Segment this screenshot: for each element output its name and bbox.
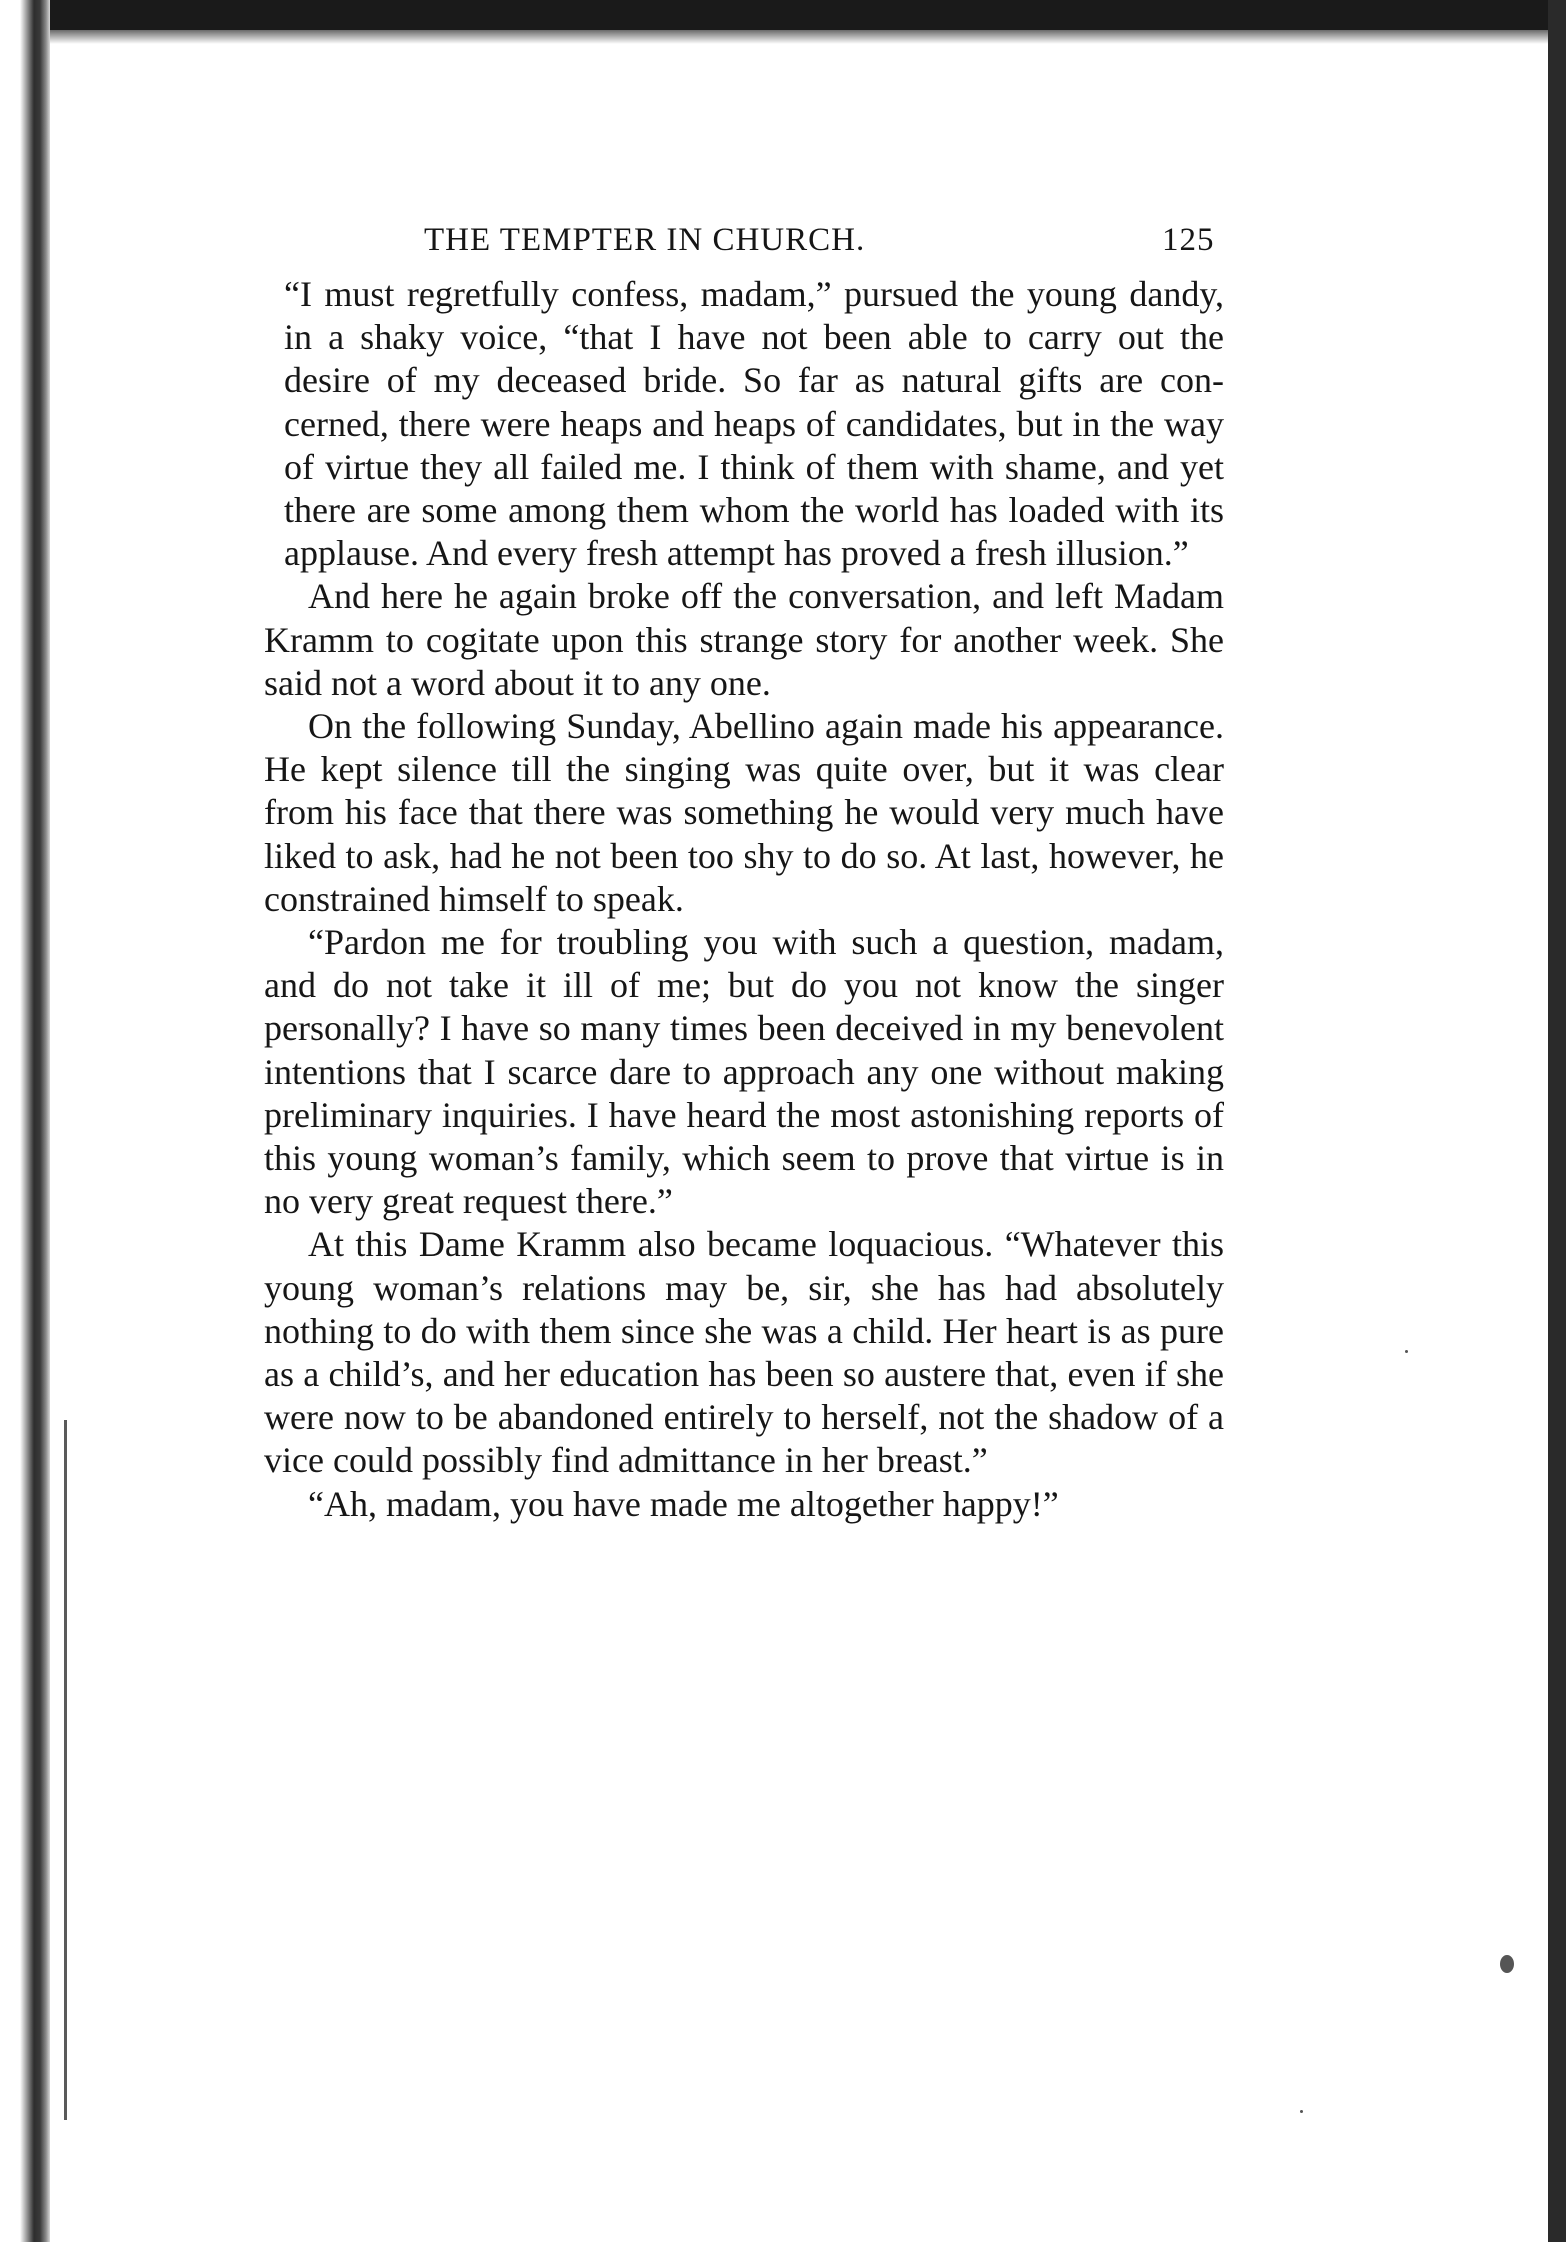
scan-speck: [1300, 2110, 1303, 2113]
scan-top-shadow: [48, 30, 1548, 44]
paragraph: And here he again broke off the conversation, and left Madam Kramm to cogitate upon this strange story for another week. She said not a word about it to any one.: [264, 576, 1224, 703]
paragraph: On the following Sunday, Abellino again made his appearance. He kept silence till the singing was quite over, but it was clear from his face that there was something he would very much have liked to ask, had he not been too shy to do so. At last, however, he constrained himself to speak.: [264, 706, 1224, 919]
scan-binding-edge: [0, 0, 50, 2242]
paragraph: “Pardon me for troubling you with such a question, madam, and do not take it ill of me; but do you not know the singer personally? I have so many times been deceived in my benevolent intentions that I scarce dare to approach any one without making preliminary inquiries. I have heard the most astonishing reports of this young woman’s family, which seem to prove that virtue is in no very great request there.”: [264, 922, 1224, 1222]
scan-right-border: [1548, 0, 1566, 2242]
scan-speck: [1500, 1955, 1514, 1973]
running-title: THE TEMPTER IN CHURCH.: [424, 222, 866, 258]
paragraph: “Ah, madam, you have made me altogether happy!”: [308, 1483, 1059, 1524]
scan-margin-mark: [64, 1420, 67, 2120]
page-number: 125: [1162, 222, 1215, 258]
scan-speck: [1405, 1350, 1408, 1353]
body-text: [264, 273, 1224, 1526]
scan-top-border: [0, 0, 1566, 30]
running-head: [264, 210, 1224, 270]
paragraph: “I must regretfully confess, madam,” pursued the young dandy, in a shaky voice, “that I have not been able to carry out the desire of my deceased bride. So far as natural gifts are concerned, there were heaps and heaps of candidates, but in the way of virtue they all failed me. I think of them with shame, and yet there are some among them whom the world has loaded with its applause. And every fresh attempt has proved a fresh illusion.”: [284, 274, 1224, 574]
book-page: [264, 210, 1224, 1526]
paragraph: At this Dame Kramm also became loquacious. “Whatever this young woman’s relations may be, sir, she has had absolutely nothing to do with them since she was a child. Her heart is as pure as a child’s, and her education has been so austere that, even if she were now to be abandoned entirely to herself, not the shadow of a vice could possibly find admittance in her breast.”: [264, 1224, 1224, 1481]
